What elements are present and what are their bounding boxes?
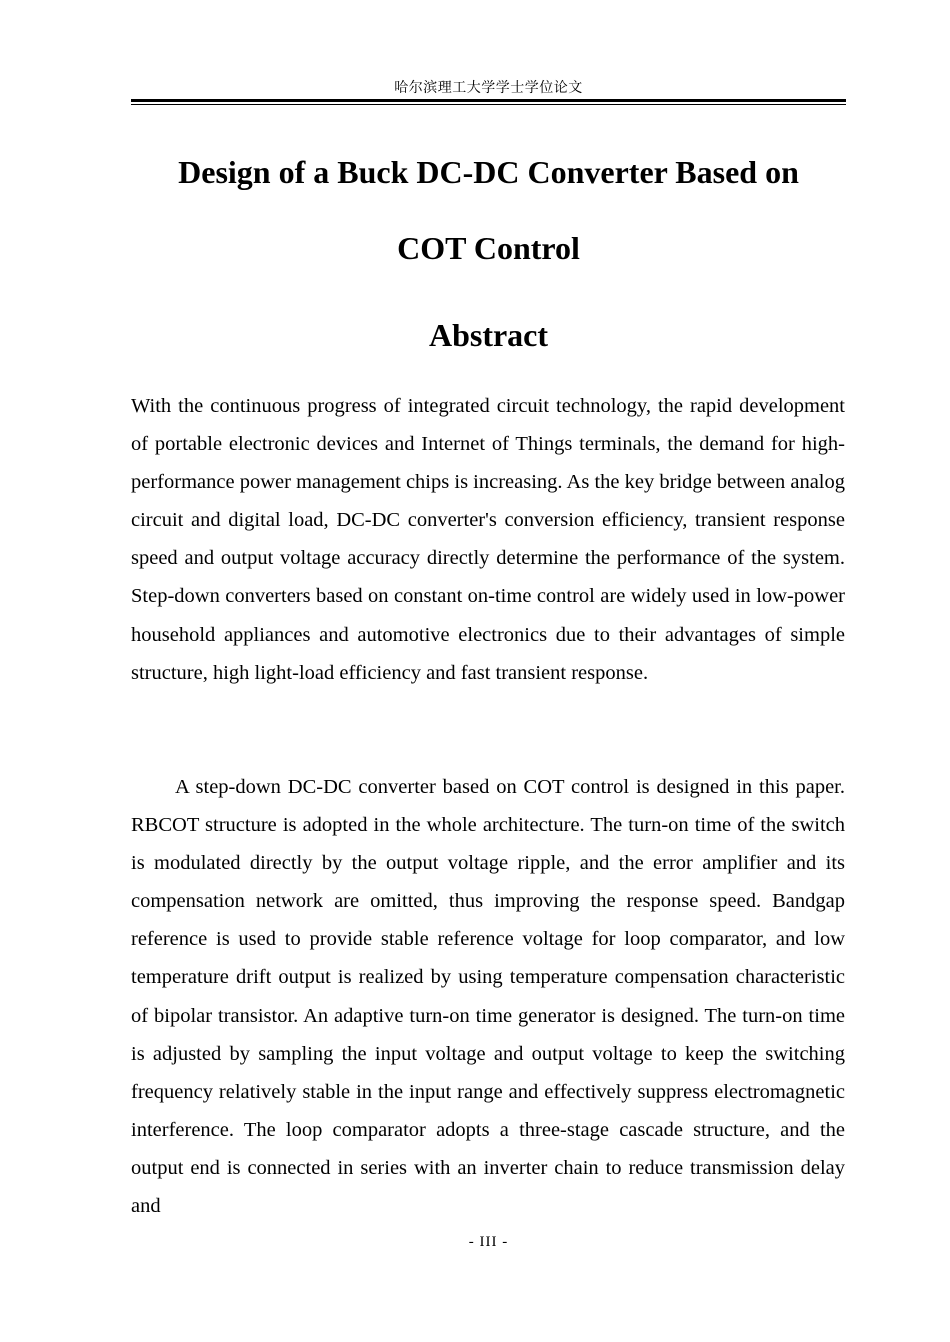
running-header: 哈尔滨理工大学学士学位论文 (394, 80, 583, 96)
abstract-paragraph-1: With the continuous progress of integrated circuit technology, the rapid development of portable electronic devices and Internet of Things terminals, the demand for high-performance power management chips is increasing. As the key bridge between analog circuit and digital load, DC-DC converter's conversion efficiency, transient response speed and output voltage accuracy directly determine the performance of the system. Step-down converters based on constant on-time control are widely used in low-power household appliances and automotive electronics due to their advantages of simple structure, high light-load efficiency and fast transient response. (131, 395, 845, 684)
abstract-heading: Abstract (428, 317, 549, 353)
thesis-title-line-2: COT Control (397, 230, 580, 266)
page-number: - III - (468, 1234, 509, 1250)
header-rule-thick (131, 99, 846, 102)
abstract-paragraph-2: A step-down DC-DC converter based on COT control is designed in this paper. RBCOT structure is adopted in the whole architecture. The turn-on time of the switch is modulated directly by the output voltage ripple, and the error amplifier and its compensation network are omitted, thus improving the response speed. Bandgap reference is used to provide stable reference voltage for loop comparator, and low temperature drift output is realized by using temperature compensation characteristic of bipolar transistor. An adaptive turn-on time generator is designed. The turn-on time is adjusted by sampling the input voltage and output voltage to keep the switching frequency relatively stable in the input range and effectively suppress electromagnetic interference. The loop comparator adopts a three-stage cascade structure, and the output end is connected in series with an inverter chain to reduce transmission delay and (131, 776, 845, 1218)
header-rule-thin (131, 104, 846, 105)
thesis-title-line-1: Design of a Buck DC-DC Converter Based on (178, 154, 799, 190)
